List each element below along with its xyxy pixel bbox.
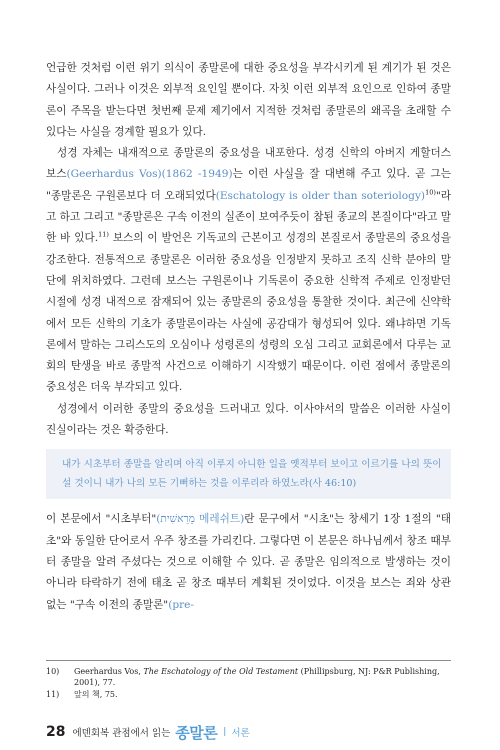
paragraph-4 bbox=[46, 509, 451, 615]
paragraph-4-text-a: 이 본문에서 "시초부터" bbox=[46, 513, 157, 526]
footnote-ref-11[interactable]: 11) bbox=[98, 230, 109, 239]
footnote-book-title: The Eschatology of the Old Testament bbox=[143, 667, 299, 676]
page-body bbox=[46, 58, 451, 616]
paragraph-4-english-fragment: (pre- bbox=[168, 598, 195, 611]
scripture-quote-block: 내가 시초부터 종말을 알리며 아직 이루지 아니한 일을 옛적부터 보이고 이르기를 나의 뜻이 설 것이니 내가 나의 모든 기뻐하는 것을 이루리라 하였노라(사 46:10) bbox=[46, 449, 451, 499]
footnote-number: 11) bbox=[46, 690, 60, 699]
footnote-10 bbox=[46, 666, 451, 688]
vos-name-english: (Geerhardus Vos)(1862 -1949) bbox=[66, 168, 233, 181]
hebrew-term: (מֵרֵאשִׁית 메레쉬트) bbox=[156, 513, 245, 526]
paragraph-4-text-c: 란 문구에서 "시초"는 창세기 1장 1절의 "태초"와 동일한 단어로서 우주 창조를 가리킨다. 그렇다면 이 본문은 하나님께서 창조 때부터 종말을 알려 주셨다는 것으로 이해할 수 있다. 곧 종말은 임의적으로 발생하는 것이 아니라 타락하기 전에 태초 곧 창조 때부터 계획된 것이었다. 이것을 보스는 죄와 상관 없는 "구속 이전의 종말론" bbox=[46, 513, 451, 611]
paragraph-2-text-a: 성경 자체는 내재적으로 종말론의 중요성을 내포한다. 성경 신학의 아버지 게할더스 보스 bbox=[46, 147, 451, 181]
footnote-number: 10) bbox=[46, 667, 60, 676]
paragraph-2 bbox=[46, 143, 451, 399]
footnote-ref-10[interactable]: 10) bbox=[425, 188, 436, 197]
footnotes bbox=[46, 660, 451, 701]
footnote-text: Geerhardus Vos, bbox=[74, 667, 144, 676]
paragraph-2-text-c: 는 이런 사실을 잘 대변해 주고 있다. 곧 그는 "종말론은 구원론보다 더 오래되었다 bbox=[46, 168, 451, 202]
running-title: 에덴회복 관점에서 읽는 bbox=[72, 728, 171, 739]
footnote-11 bbox=[46, 689, 451, 700]
eschatology-quote-english: (Eschatology is older than soteriology) bbox=[215, 189, 426, 202]
book-brand-logo: 종말론 bbox=[175, 723, 218, 742]
footnote-text-tail: (Phillipsburg, NJ: P&R Publishing, 2001), 77. bbox=[74, 667, 440, 687]
page-number: 28 bbox=[46, 724, 66, 740]
section-name: 서론 bbox=[231, 728, 250, 739]
footnote-text: 앞의 책, 75. bbox=[74, 690, 118, 699]
paragraph-3: 성경에서 이러한 종말의 중요성을 드러내고 있다. 이사야서의 말씀은 이러한 사실이 진실이라는 것은 확증한다. bbox=[46, 402, 451, 437]
footer-separator: | bbox=[223, 727, 227, 737]
paragraph-2-text-e: "라고 하고 그리고 "종말론은 구속 이전의 실존이 보여주듯이 참된 종교의 본질이다"라고 말한 바 있다. bbox=[46, 189, 451, 245]
page-footer bbox=[46, 720, 451, 744]
paragraph-2-text-f: 보스의 이 발언은 기독교의 근본이고 성경의 본질로서 종말론의 중요성을 강조한다. 전통적으로 종말론은 이러한 중요성을 인정받지 못하고 조직 신학 분야의 말단에 위치하였다. 그런데 보스는 구원론이나 기독론이 중요한 신학적 주제로 인정받던 시절에 성경 내적으로 잠재되어 있는 종말론의 중요성을 통찰한 것이다. 최근에 신약학에서 모든 신학의 기초가 종말론이라는 사실에 공감대가 형성되어 있다. 왜냐하면 기독론에서 말하는 그리스도의 오심이나 성령론의 성령의 오심 그리고 교회론에서 다루는 교회의 탄생을 바로 종말적 사건으로 이해하기 시작했기 때문이다. 이런 점에서 종말론의 중요성은 더욱 부각되고 있다. bbox=[46, 232, 452, 394]
paragraph-1: 언급한 것처럼 이런 위기 의식이 종말론에 대한 중요성을 부각시키게 된 계기가 된 것은 사실이다. 그러나 이것은 외부적 요인일 뿐이다. 자칫 이런 외부적 요인으로 인하여 종말론이 주목을 받는다면 첫번째 문제 제기에서 지적한 것처럼 종말론의 왜곡을 초래할 수 있다는 사실을 경계할 필요가 있다. bbox=[46, 62, 451, 138]
